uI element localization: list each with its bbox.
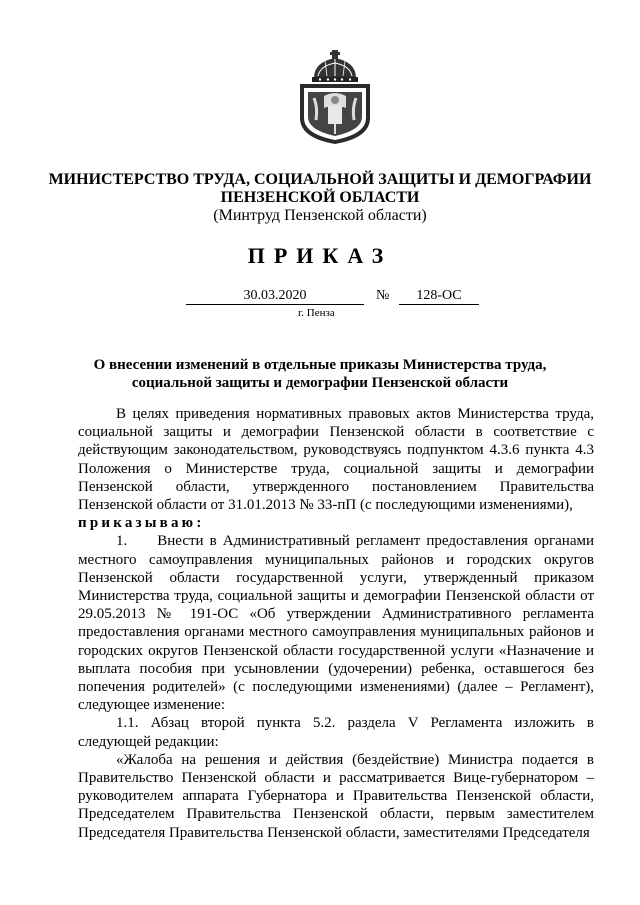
coat-of-arms-icon [294,48,376,146]
document-body [78,405,594,842]
prikazyvayu-label: приказываю: [78,515,205,532]
ministry-short-name: (Минтруд Пензенской области) [213,207,427,224]
item-1-paragraph [78,532,594,714]
number-sign: № [376,288,390,303]
quote-paragraph: «Жалоба на решения и действия (бездействие) Министра подается в Правительство Пензенской области и рассматривается Вице-губернатором – руководителем аппарата Губернатора и Правительства Пензенской области, Председателем Правительства Пензенской области, первым заместителем Председателя Правительства Пензенской области, заместителями Председателя [78,751,594,841]
ministry-name-line1: МИНИСТЕРСТВО ТРУДА, СОЦИАЛЬНОЙ ЗАЩИТЫ И ДЕМОГРАФИИ [48,171,592,188]
document-title: ПРИКАЗ [247,243,393,268]
subject-line1: О внесении изменений в отдельные приказы Министерства труда, [93,357,547,373]
item-1-number: 1. [116,533,128,550]
order-number: 128-ОС [399,288,479,305]
order-date: 30.03.2020 [186,288,364,305]
subject-line2: социальной защиты и демографии Пензенской области [131,375,509,391]
item-1-1-paragraph: 1.1. Абзац второй пункта 5.2. раздела V Регламента изложить в следующей редакции: [78,715,594,750]
preamble-paragraph: В целях приведения нормативных правовых актов Министерства труда, социальной защиты и демографии Пензенской области в соответствие с действующим законодательством, руководствуясь подпунктом 4.3.6 пункта 4.3 Положения о Министерстве труда, социальной защиты и демографии Пензенской области, утвержденного постановлением Правительства Пензенской области от 31.01.2013 № 33-пП (с последующими изменениями), [78,406,594,514]
ministry-name-line2: ПЕНЗЕНСКОЙ ОБЛАСТИ [220,189,420,206]
city-label: г. Пенза [298,307,335,319]
item-1-text: Внести в Административный регламент предоставления органами местного самоуправления муниципальных районов и городских округов Пензенской области государственной услуги, утвержденный приказом Министерства труда, социальной защиты и демографии Пензенской области от 29.05.2013 № 191-ОС «Об утверждении Административного регламента предоставления органами местного самоуправления муниципальных районов и городских округов Пензенской области государственной услуги «Назначение и выплата пособия при усыновлении (удочерении) ребенка, оставшегося без попечения родителей» (с последующими изменениями) (далее – Регламент), следующее изменение: [78,533,594,714]
